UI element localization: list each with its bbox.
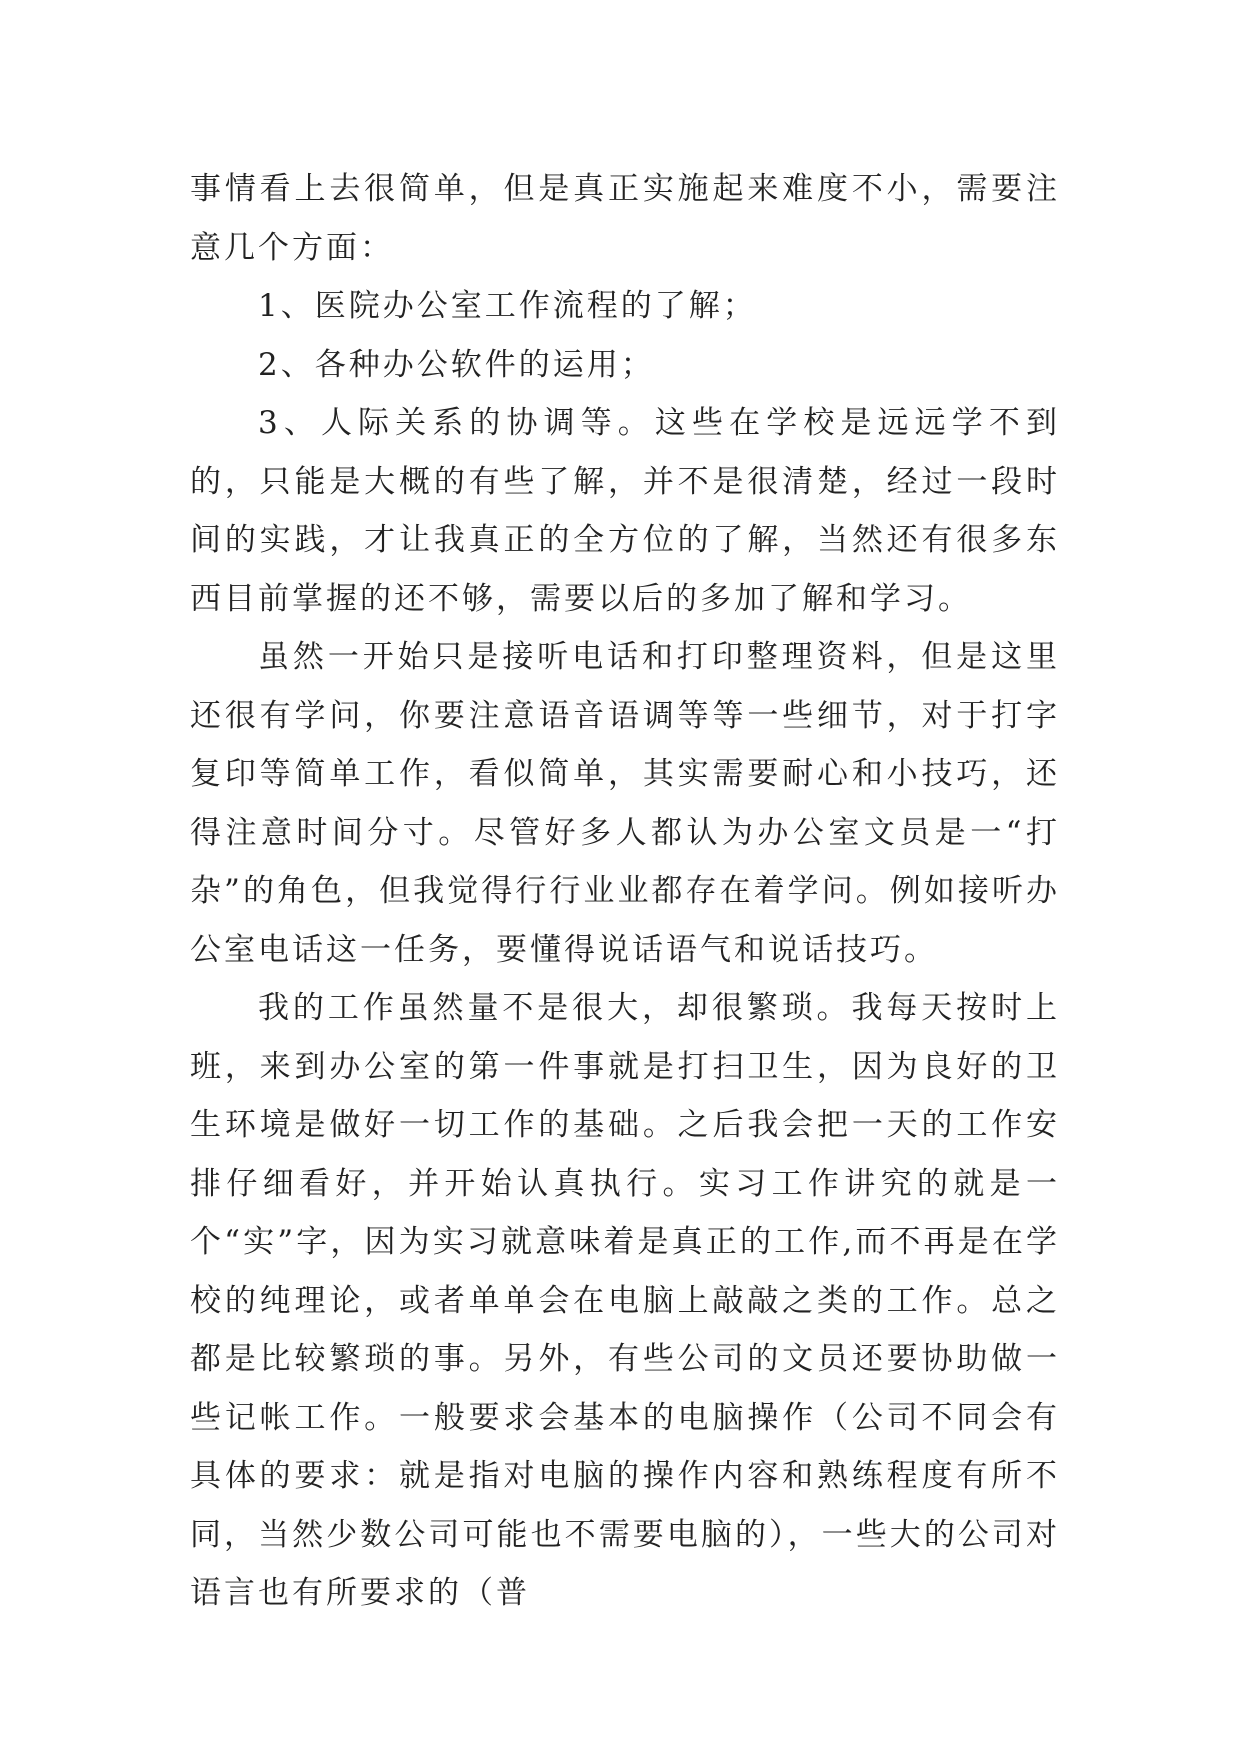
paragraph-5: 虽然一开始只是接听电话和打印整理资料，但是这里还很有学问，你要注意语音语调等等一些细节，对于打字复印等简单工作，看似简单，其实需要耐心和小技巧，还得注意时间分寸。尽管好多人都认为办公室文员是一“打杂”的角色，但我觉得行行业业都存在着学问。例如接听办公室电话这一任务，要懂得说话语气和说话技巧。: [190, 639, 1060, 968]
paragraph-4: 3、人际关系的协调等。这些在学校是远远学不到的，只能是大概的有些了解，并不是很清楚，经过一段时间的实践，才让我真正的全方位的了解，当然还有很多东西目前掌握的还不够，需要以后的多加了解和学习。: [190, 405, 1060, 617]
paragraph-6: 我的工作虽然量不是很大，却很繁琐。我每天按时上班，来到办公室的第一件事就是打扫卫生，因为良好的卫生环境是做好一切工作的基础。之后我会把一天的工作安排仔细看好，并开始认真执行。实习工作讲究的就是一个“实”字，因为实习就意味着是真正的工作,而不再是在学校的纯理论，或者单单会在电脑上敲敲之类的工作。总之都是比较繁琐的事。另外，有些公司的文员还要协助做一些记帐工作。一般要求会基本的电脑操作（公司不同会有具体的要求：就是指对电脑的操作内容和熟练程度有所不同，当然少数公司可能也不需要电脑的），一些大的公司对语言也有所要求的（普: [190, 990, 1060, 1611]
document-body: [190, 160, 1060, 1623]
paragraph-1: 事情看上去很简单，但是真正实施起来难度不小，需要注意几个方面：: [190, 171, 1060, 266]
paragraph-2: 1、医院办公室工作流程的了解；: [258, 288, 757, 324]
paragraph-3: 2、各种办公软件的运用；: [258, 346, 655, 383]
